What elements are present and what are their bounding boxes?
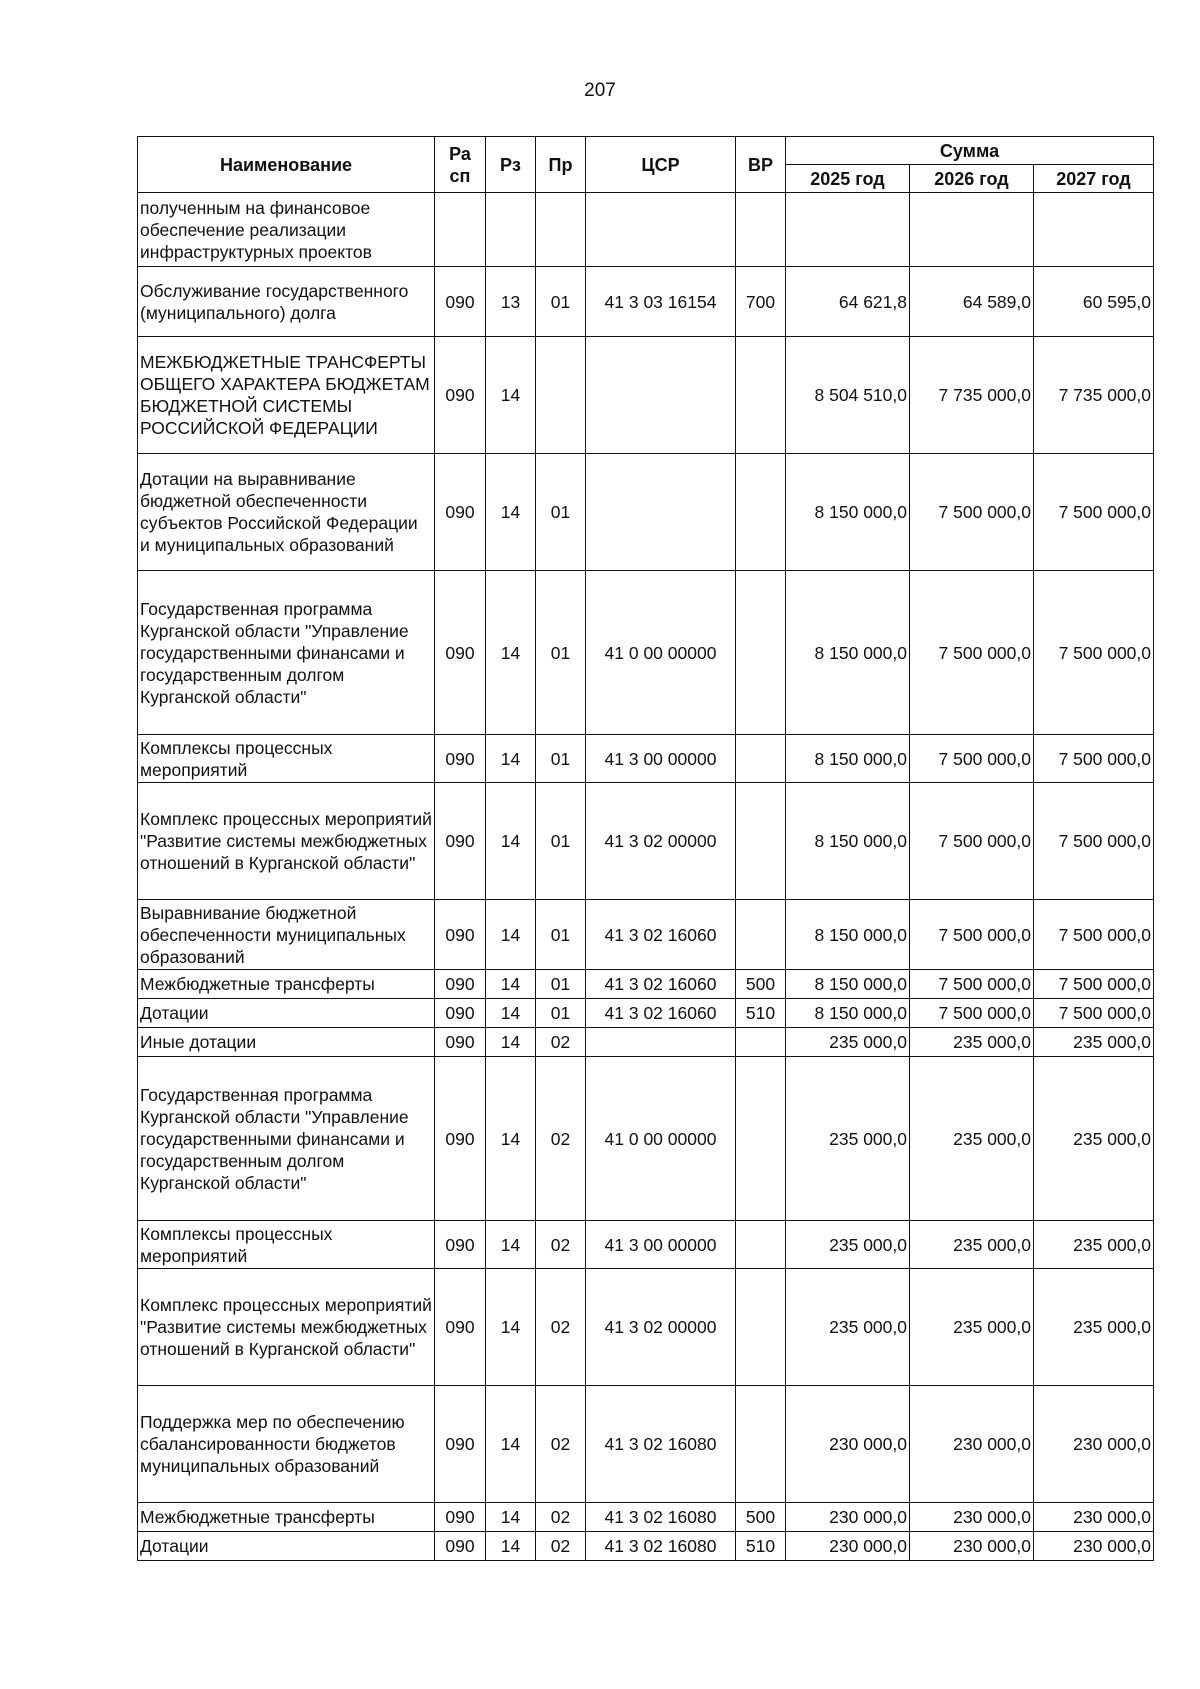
cell-s2027: 235 000,0 (1034, 1057, 1154, 1221)
table-row (138, 1386, 1154, 1503)
cell-name: Комплексы процессных мероприятий (138, 1221, 435, 1269)
cell-pr: 01 (536, 735, 586, 783)
header-2025: 2025 год (786, 165, 910, 193)
cell-s2027: 235 000,0 (1034, 1028, 1154, 1057)
cell-name: Обслуживание государственного (муниципального) долга (138, 267, 435, 337)
cell-s2026: 230 000,0 (910, 1386, 1034, 1503)
page-number: 207 (584, 80, 616, 101)
cell-name: Комплекс процессных мероприятий "Развитие системы межбюджетных отношений в Курганской области" (138, 783, 435, 900)
cell-vr (736, 193, 786, 267)
cell-vr (736, 1221, 786, 1269)
header-vr: ВР (736, 137, 786, 193)
cell-csr: 41 3 02 16080 (586, 1532, 736, 1561)
cell-rasp: 090 (435, 735, 486, 783)
cell-s2026: 235 000,0 (910, 1221, 1034, 1269)
cell-csr: 41 3 02 16060 (586, 970, 736, 999)
cell-pr: 01 (536, 454, 586, 571)
cell-rasp: 090 (435, 1269, 486, 1386)
cell-rz: 14 (486, 1386, 536, 1503)
cell-rz: 14 (486, 337, 536, 454)
cell-rasp: 090 (435, 999, 486, 1028)
table-row (138, 454, 1154, 571)
cell-rz: 14 (486, 454, 536, 571)
cell-s2025: 235 000,0 (786, 1269, 910, 1386)
table-row (138, 783, 1154, 900)
cell-s2027 (1034, 193, 1154, 267)
cell-s2025: 230 000,0 (786, 1532, 910, 1561)
cell-s2026: 64 589,0 (910, 267, 1034, 337)
cell-rasp: 090 (435, 1532, 486, 1561)
cell-csr (586, 1028, 736, 1057)
cell-name: Дотации на выравнивание бюджетной обеспеченности субъектов Российской Федерации и муниципальных образований (138, 454, 435, 571)
cell-pr: 02 (536, 1269, 586, 1386)
cell-csr: 41 0 00 00000 (586, 571, 736, 735)
cell-vr (736, 1028, 786, 1057)
table-row (138, 1532, 1154, 1561)
cell-rz (486, 193, 536, 267)
cell-s2026: 7 500 000,0 (910, 970, 1034, 999)
header-2027: 2027 год (1034, 165, 1154, 193)
cell-rasp: 090 (435, 1503, 486, 1532)
cell-csr: 41 3 00 00000 (586, 1221, 736, 1269)
header-rasp: Ра сп (435, 137, 486, 193)
cell-s2027: 7 500 000,0 (1034, 970, 1154, 999)
table-row (138, 1221, 1154, 1269)
cell-rz: 14 (486, 999, 536, 1028)
table-row (138, 970, 1154, 999)
cell-vr (736, 1057, 786, 1221)
cell-vr (736, 783, 786, 900)
cell-s2027: 235 000,0 (1034, 1269, 1154, 1386)
cell-s2027: 7 500 000,0 (1034, 900, 1154, 970)
cell-name: МЕЖБЮДЖЕТНЫЕ ТРАНСФЕРТЫ ОБЩЕГО ХАРАКТЕРА БЮДЖЕТАМ БЮДЖЕТНОЙ СИСТЕМЫ РОССИЙСКОЙ ФЕДЕРАЦИИ (138, 337, 435, 454)
cell-vr (736, 900, 786, 970)
cell-s2027: 7 500 000,0 (1034, 735, 1154, 783)
cell-vr (736, 454, 786, 571)
cell-rz: 14 (486, 735, 536, 783)
cell-s2025: 8 150 000,0 (786, 783, 910, 900)
cell-pr: 02 (536, 1028, 586, 1057)
cell-s2026: 7 500 000,0 (910, 783, 1034, 900)
cell-pr: 01 (536, 783, 586, 900)
cell-s2026: 7 500 000,0 (910, 999, 1034, 1028)
cell-s2025: 235 000,0 (786, 1057, 910, 1221)
cell-s2026: 7 500 000,0 (910, 900, 1034, 970)
cell-rz: 14 (486, 1221, 536, 1269)
cell-s2025: 8 504 510,0 (786, 337, 910, 454)
cell-s2025: 64 621,8 (786, 267, 910, 337)
cell-csr: 41 0 00 00000 (586, 1057, 736, 1221)
cell-name: Дотации (138, 999, 435, 1028)
cell-s2027: 7 735 000,0 (1034, 337, 1154, 454)
cell-rasp: 090 (435, 1057, 486, 1221)
cell-name: Комплекс процессных мероприятий "Развитие системы межбюджетных отношений в Курганской области" (138, 1269, 435, 1386)
cell-s2025: 230 000,0 (786, 1386, 910, 1503)
cell-s2027: 7 500 000,0 (1034, 454, 1154, 571)
cell-pr: 01 (536, 970, 586, 999)
cell-s2026 (910, 193, 1034, 267)
cell-s2026: 7 500 000,0 (910, 735, 1034, 783)
cell-name: полученным на финансовое обеспечение реализации инфраструктурных проектов (138, 193, 435, 267)
cell-name: Межбюджетные трансферты (138, 1503, 435, 1532)
cell-pr: 02 (536, 1503, 586, 1532)
cell-rasp: 090 (435, 1221, 486, 1269)
cell-rasp: 090 (435, 267, 486, 337)
cell-name: Выравнивание бюджетной обеспеченности муниципальных образований (138, 900, 435, 970)
cell-csr (586, 337, 736, 454)
cell-csr: 41 3 03 16154 (586, 267, 736, 337)
cell-pr: 01 (536, 267, 586, 337)
cell-rz: 14 (486, 783, 536, 900)
cell-s2027: 230 000,0 (1034, 1532, 1154, 1561)
cell-s2026: 7 500 000,0 (910, 571, 1034, 735)
cell-s2025: 8 150 000,0 (786, 999, 910, 1028)
cell-s2027: 235 000,0 (1034, 1221, 1154, 1269)
table-row (138, 1057, 1154, 1221)
cell-vr (736, 571, 786, 735)
cell-rz: 14 (486, 1028, 536, 1057)
cell-vr: 500 (736, 970, 786, 999)
cell-s2027: 230 000,0 (1034, 1503, 1154, 1532)
cell-pr: 01 (536, 571, 586, 735)
cell-s2025: 230 000,0 (786, 1503, 910, 1532)
cell-pr (536, 193, 586, 267)
cell-vr: 510 (736, 999, 786, 1028)
cell-pr: 02 (536, 1057, 586, 1221)
cell-rasp: 090 (435, 571, 486, 735)
cell-vr (736, 735, 786, 783)
cell-rasp (435, 193, 486, 267)
cell-name: Иные дотации (138, 1028, 435, 1057)
table-row (138, 999, 1154, 1028)
cell-pr: 01 (536, 999, 586, 1028)
cell-s2025: 8 150 000,0 (786, 970, 910, 999)
cell-rasp: 090 (435, 1386, 486, 1503)
cell-s2027: 230 000,0 (1034, 1386, 1154, 1503)
cell-s2026: 7 500 000,0 (910, 454, 1034, 571)
budget-table (137, 136, 1154, 1561)
header-pr: Пр (536, 137, 586, 193)
cell-csr: 41 3 02 00000 (586, 783, 736, 900)
cell-pr: 02 (536, 1386, 586, 1503)
cell-csr: 41 3 00 00000 (586, 735, 736, 783)
cell-csr: 41 3 02 16060 (586, 999, 736, 1028)
cell-s2026: 235 000,0 (910, 1269, 1034, 1386)
cell-rz: 14 (486, 571, 536, 735)
cell-rasp: 090 (435, 454, 486, 571)
cell-rz: 14 (486, 1057, 536, 1221)
cell-s2026: 235 000,0 (910, 1028, 1034, 1057)
cell-s2027: 7 500 000,0 (1034, 783, 1154, 900)
header-sum: Сумма (786, 137, 1154, 165)
table-body (138, 193, 1154, 1561)
cell-rz: 14 (486, 900, 536, 970)
cell-name: Комплексы процессных мероприятий (138, 735, 435, 783)
cell-vr: 700 (736, 267, 786, 337)
cell-s2026: 235 000,0 (910, 1057, 1034, 1221)
cell-csr (586, 193, 736, 267)
table-row (138, 1269, 1154, 1386)
cell-s2025: 8 150 000,0 (786, 735, 910, 783)
cell-s2027: 7 500 000,0 (1034, 571, 1154, 735)
cell-rz: 14 (486, 1503, 536, 1532)
header-csr: ЦСР (586, 137, 736, 193)
table-row (138, 1503, 1154, 1532)
cell-name: Государственная программа Курганской области "Управление государственными финансами и государственным долгом Курганской области" (138, 1057, 435, 1221)
header-rz: Рз (486, 137, 536, 193)
table-row (138, 571, 1154, 735)
cell-rasp: 090 (435, 970, 486, 999)
cell-vr (736, 1386, 786, 1503)
cell-s2025: 235 000,0 (786, 1028, 910, 1057)
cell-s2026: 230 000,0 (910, 1503, 1034, 1532)
cell-s2026: 7 735 000,0 (910, 337, 1034, 454)
header-2026: 2026 год (910, 165, 1034, 193)
cell-vr: 510 (736, 1532, 786, 1561)
cell-vr (736, 1269, 786, 1386)
cell-s2025: 235 000,0 (786, 1221, 910, 1269)
cell-s2027: 7 500 000,0 (1034, 999, 1154, 1028)
table-row (138, 900, 1154, 970)
cell-pr (536, 337, 586, 454)
header-name: Наименование (138, 137, 435, 193)
cell-pr: 02 (536, 1221, 586, 1269)
table-row (138, 735, 1154, 783)
table-row (138, 193, 1154, 267)
cell-csr: 41 3 02 16080 (586, 1503, 736, 1532)
cell-rz: 14 (486, 1269, 536, 1386)
cell-csr: 41 3 02 16080 (586, 1386, 736, 1503)
cell-rz: 14 (486, 1532, 536, 1561)
cell-s2025: 8 150 000,0 (786, 454, 910, 571)
cell-s2027: 60 595,0 (1034, 267, 1154, 337)
cell-rasp: 090 (435, 1028, 486, 1057)
cell-s2025 (786, 193, 910, 267)
cell-s2025: 8 150 000,0 (786, 900, 910, 970)
cell-name: Дотации (138, 1532, 435, 1561)
cell-s2025: 8 150 000,0 (786, 571, 910, 735)
table-row (138, 267, 1154, 337)
cell-pr: 02 (536, 1532, 586, 1561)
cell-s2026: 230 000,0 (910, 1532, 1034, 1561)
cell-pr: 01 (536, 900, 586, 970)
table-row (138, 1028, 1154, 1057)
cell-name: Поддержка мер по обеспечению сбалансированности бюджетов муниципальных образований (138, 1386, 435, 1503)
cell-name: Государственная программа Курганской области "Управление государственными финансами и государственным долгом Курганской области" (138, 571, 435, 735)
cell-name: Межбюджетные трансферты (138, 970, 435, 999)
cell-rasp: 090 (435, 337, 486, 454)
cell-rz: 14 (486, 970, 536, 999)
cell-vr: 500 (736, 1503, 786, 1532)
cell-rz: 13 (486, 267, 536, 337)
cell-csr: 41 3 02 00000 (586, 1269, 736, 1386)
table-row (138, 337, 1154, 454)
cell-csr (586, 454, 736, 571)
cell-vr (736, 337, 786, 454)
cell-csr: 41 3 02 16060 (586, 900, 736, 970)
cell-rasp: 090 (435, 783, 486, 900)
cell-rasp: 090 (435, 900, 486, 970)
